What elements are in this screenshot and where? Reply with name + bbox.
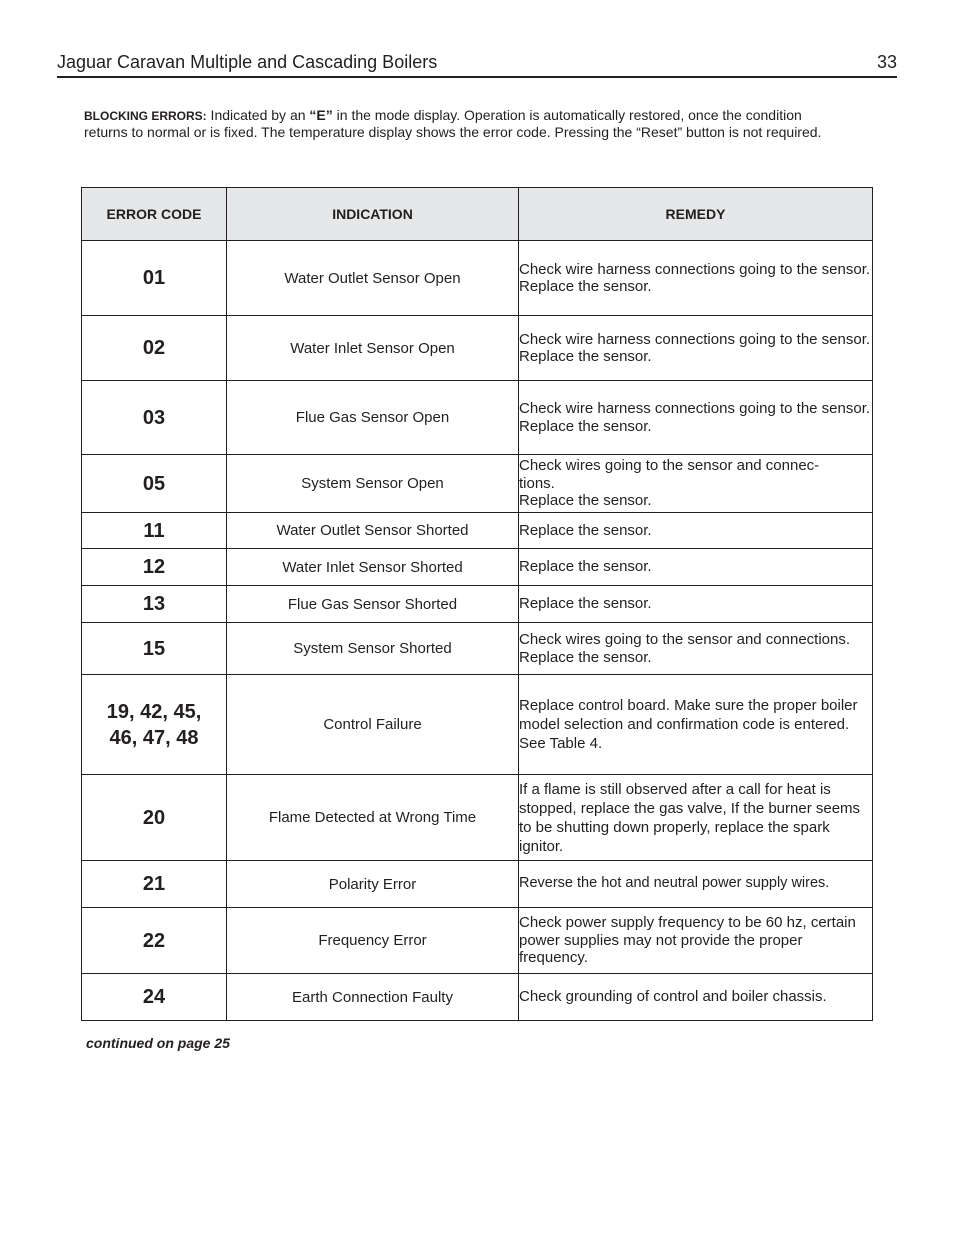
table-row: [82, 513, 873, 549]
indication-cell: System Sensor Open: [227, 455, 519, 513]
error-code-cell: 15: [82, 623, 227, 675]
remedy-cell: Check wires going to the sensor and connec- tions. Replace the sensor.: [519, 455, 873, 513]
indication-cell: Water Outlet Sensor Shorted: [227, 513, 519, 549]
remedy-cell: Replace the sensor.: [519, 549, 873, 586]
indication-cell: Frequency Error: [227, 908, 519, 974]
remedy-cell: Check wire harness connections going to the sensor. Replace the sensor.: [519, 316, 873, 381]
continued-note: continued on page 25: [86, 1035, 230, 1051]
blocking-errors-intro: [84, 108, 844, 140]
table-row: [82, 623, 873, 675]
remedy-cell: Replace control board. Make sure the proper boiler model selection and confirmation code is entered. See Table 4.: [519, 675, 873, 775]
table-row: [82, 241, 873, 316]
document-title: Jaguar Caravan Multiple and Cascading Boilers: [57, 52, 438, 72]
error-code-cell: 20: [82, 775, 227, 861]
error-code-cell: [82, 675, 227, 775]
indication-cell: Earth Connection Faulty: [227, 974, 519, 1021]
remedy-cell: Check wire harness connections going to the sensor. Replace the sensor.: [519, 241, 873, 316]
error-code-cell: 13: [82, 586, 227, 623]
indication-cell: Control Failure: [227, 675, 519, 775]
remedy-cell: If a flame is still observed after a call for heat is stopped, replace the gas valve, If the burner seems to be shutting down properly, replace the spark ignitor.: [519, 775, 873, 861]
table-row: [82, 775, 873, 861]
error-code-cell: 12: [82, 549, 227, 586]
table-row: [82, 861, 873, 908]
indication-cell: Polarity Error: [227, 861, 519, 908]
page-number: 33: [876, 52, 897, 72]
column-header-error-code: ERROR CODE: [82, 188, 227, 241]
table-row: [82, 908, 873, 974]
indication-cell: Water Outlet Sensor Open: [227, 241, 519, 316]
error-code-cell: 11: [82, 513, 227, 549]
intro-text-after: in the mode display. Operation is automatically restored, once the condition returns to normal or is fixed. The temperature display shows the error code. Pressing the “Reset” button is not required.: [84, 107, 822, 140]
error-code-cell: 24: [82, 974, 227, 1021]
indication-cell: System Sensor Shorted: [227, 623, 519, 675]
indication-cell: Water Inlet Sensor Shorted: [227, 549, 519, 586]
error-code-cell: 03: [82, 381, 227, 455]
column-header-indication: INDICATION: [227, 188, 519, 241]
remedy-cell: Replace the sensor.: [519, 586, 873, 623]
indication-cell: Flue Gas Sensor Open: [227, 381, 519, 455]
intro-text-before: Indicated by an: [206, 107, 310, 123]
indication-cell: Flue Gas Sensor Shorted: [227, 586, 519, 623]
remedy-cell: Check wire harness connections going to the sensor. Replace the sensor.: [519, 381, 873, 455]
table-row: [82, 675, 873, 775]
indication-cell: Flame Detected at Wrong Time: [227, 775, 519, 861]
remedy-cell: Check wires going to the sensor and connections. Replace the sensor.: [519, 623, 873, 675]
remedy-cell: Check grounding of control and boiler chassis.: [519, 974, 873, 1021]
table-row: [82, 381, 873, 455]
table-row: [82, 586, 873, 623]
error-code-table: [81, 187, 873, 1021]
error-code-cell: 21: [82, 861, 227, 908]
page-header: [57, 50, 897, 78]
table-header-row: [82, 188, 873, 241]
table-row: [82, 974, 873, 1021]
column-header-remedy: REMEDY: [519, 188, 873, 241]
blocking-errors-label: BLOCKING ERRORS:: [84, 109, 207, 123]
error-code-cell: 05: [82, 455, 227, 513]
error-code-multi: 19, 42, 45, 46, 47, 48: [106, 700, 202, 749]
error-code-cell: 01: [82, 241, 227, 316]
remedy-cell: Reverse the hot and neutral power supply wires.: [519, 861, 873, 908]
table-row: [82, 316, 873, 381]
table-row: [82, 549, 873, 586]
error-code-cell: 02: [82, 316, 227, 381]
remedy-cell: Replace the sensor.: [519, 513, 873, 549]
indication-cell: Water Inlet Sensor Open: [227, 316, 519, 381]
intro-emphasis: “E”: [309, 107, 333, 123]
table-row: [82, 455, 873, 513]
remedy-cell: Check power supply frequency to be 60 hz, certain power supplies may not provide the proper frequency.: [519, 908, 873, 974]
error-code-cell: 22: [82, 908, 227, 974]
